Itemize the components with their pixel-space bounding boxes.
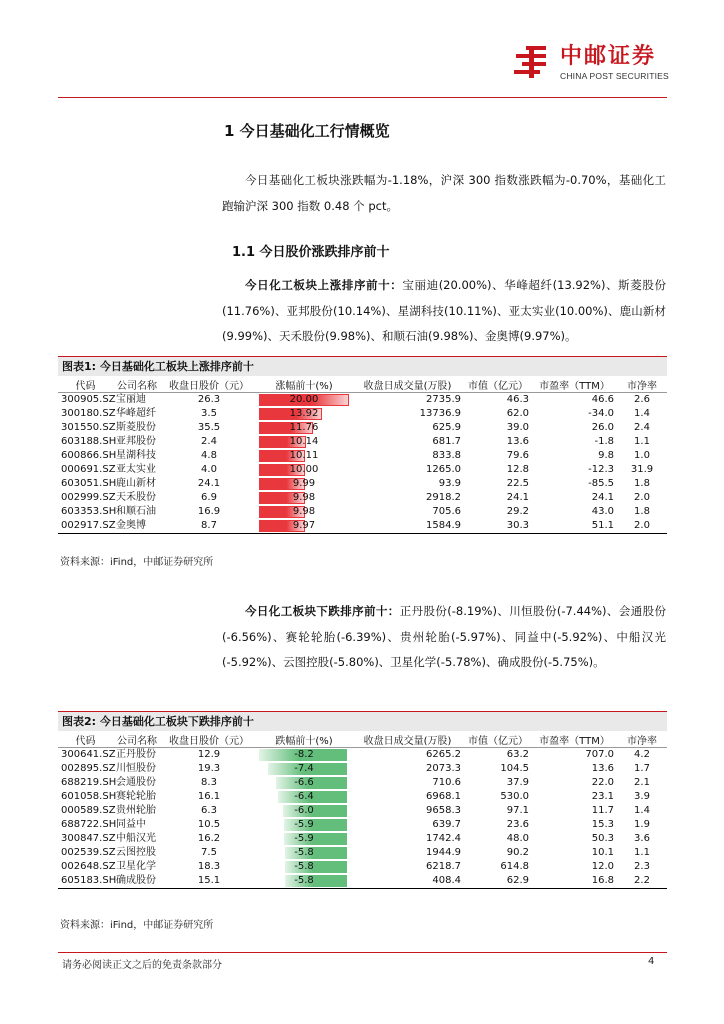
stock-code: 002999.SZ — [61, 492, 116, 503]
table-header-row — [58, 732, 667, 748]
table-row — [58, 435, 667, 449]
section-summary: 今日基础化工板块涨跌幅为-1.18%，沪深 300 指数涨跌幅为-0.70%，基础化工跑输沪深 300 指数 0.48 个 pct。 — [222, 173, 666, 213]
change-value: -5.9 — [294, 819, 314, 830]
company-name: 金奥博 — [113, 519, 161, 534]
pe-ttm: 13.6 — [591, 763, 614, 774]
table-row — [58, 449, 667, 463]
column-header: 收盘日成交量(万股) — [351, 732, 464, 748]
volume: 639.7 — [432, 819, 461, 830]
market-cap: 530.0 — [500, 791, 529, 802]
company-name: 确成股份 — [113, 874, 161, 889]
column-header: 涨幅前十(%) — [257, 377, 351, 393]
header-rule — [58, 97, 667, 98]
close-price: 18.3 — [197, 861, 221, 872]
pe-ttm: 10.1 — [591, 847, 614, 858]
change-bar-cell — [257, 790, 351, 804]
market-cap: 90.2 — [506, 847, 529, 858]
column-header: 收盘日股价（元） — [161, 377, 257, 393]
change-value: -6.0 — [294, 805, 314, 816]
change-value: 9.97 — [292, 520, 316, 531]
market-cap: 23.6 — [506, 819, 529, 830]
table-row — [58, 762, 667, 776]
change-value: -6.4 — [294, 791, 314, 802]
pe-ttm: 50.3 — [591, 833, 614, 844]
stock-code: 002917.SZ — [58, 519, 113, 534]
volume: 6265.2 — [426, 749, 461, 760]
change-bar-cell — [257, 860, 351, 874]
pb: 31.9 — [630, 464, 654, 475]
gainers-table — [58, 377, 667, 534]
losers-paragraph — [222, 599, 666, 676]
stock-code: 300641.SZ — [61, 749, 116, 760]
market-cap: 97.1 — [506, 805, 529, 816]
volume: 6968.1 — [426, 791, 461, 802]
change-bar-cell — [257, 762, 351, 776]
volume: 2073.3 — [426, 763, 461, 774]
change-bar-cell — [257, 393, 351, 408]
stock-code: 688219.SH — [61, 777, 117, 788]
footer-disclaimer: 请务必阅读正文之后的免责条款部分 — [62, 960, 222, 971]
close-price: 3.5 — [201, 408, 217, 419]
market-cap: 13.6 — [506, 436, 529, 447]
change-bar-cell — [257, 818, 351, 832]
change-value: -6.6 — [294, 777, 314, 788]
market-cap: 37.9 — [506, 777, 529, 788]
company-name: 亚邦股份 — [116, 436, 156, 447]
company-name: 川恒股份 — [116, 763, 156, 774]
table-row — [58, 748, 667, 763]
pb: 1.9 — [634, 819, 650, 830]
stock-code: 301550.SZ — [61, 422, 116, 433]
volume: 1944.9 — [426, 847, 461, 858]
subsection-title: 1.1 今日股价涨跌排序前十 — [232, 245, 390, 260]
company-name: 云图控股 — [116, 847, 156, 858]
pe-ttm: 23.1 — [591, 791, 614, 802]
change-value: 9.98 — [292, 492, 316, 503]
company-logo — [512, 44, 672, 84]
gainers-lead: 今日化工板块上涨排序前十： — [245, 278, 403, 292]
column-header: 收盘日成交量(万股) — [351, 377, 464, 393]
pb: 1.8 — [634, 478, 650, 489]
change-value: -5.8 — [294, 861, 314, 872]
change-value: -5.9 — [294, 833, 314, 844]
change-bar-cell — [257, 874, 351, 889]
volume: 681.7 — [432, 436, 461, 447]
close-price: 7.5 — [201, 847, 217, 858]
column-header: 市净率 — [617, 377, 667, 393]
table-row — [58, 505, 667, 519]
volume: 1584.9 — [351, 519, 464, 534]
table-header-row — [58, 377, 667, 393]
stock-code: 300180.SZ — [61, 408, 116, 419]
company-name: 天禾股份 — [116, 492, 156, 503]
close-price: 15.1 — [161, 874, 257, 889]
market-cap: 79.6 — [506, 450, 529, 461]
column-header: 收盘日股价（元） — [161, 732, 257, 748]
market-cap: 24.1 — [506, 492, 529, 503]
column-header: 市盈率（TTM） — [532, 377, 617, 393]
pb: 2.6 — [634, 394, 650, 405]
stock-code: 000589.SZ — [61, 805, 116, 816]
change-bar-cell — [257, 804, 351, 818]
table2-source: 资料来源：iFind，中邮证券研究所 — [60, 920, 214, 931]
table-row — [58, 776, 667, 790]
table-row — [58, 804, 667, 818]
column-header: 公司名称 — [113, 732, 161, 748]
pe-ttm: 43.0 — [591, 506, 614, 517]
pe-ttm: 707.0 — [585, 749, 614, 760]
pe-ttm: 11.7 — [591, 805, 614, 816]
change-value: -8.2 — [294, 749, 314, 760]
pe-ttm: 9.8 — [598, 450, 614, 461]
gainers-body: 宝丽迪(20.00%)、华峰超纤(13.92%)、斯菱股份(11.76%)、亚邦股份(10.14%)、星湖科技(10.11%)、亚太实业(10.00%)、鹿山新材(9.99%)、天禾股份(9.98%)、和顺石油(9.98%)、金奥博(9.97%)。 — [222, 278, 666, 343]
company-name: 和顺石油 — [116, 506, 156, 517]
table-row — [58, 874, 667, 889]
change-bar-cell — [257, 505, 351, 519]
table-row — [58, 832, 667, 846]
change-bar-cell — [257, 519, 351, 534]
pe-ttm: 12.0 — [591, 861, 614, 872]
gainers-paragraph — [222, 273, 666, 350]
table-row — [58, 818, 667, 832]
close-price: 2.4 — [201, 436, 217, 447]
market-cap: 12.8 — [506, 464, 529, 475]
column-header: 市盈率（TTM） — [532, 732, 617, 748]
close-price: 6.9 — [201, 492, 217, 503]
market-cap: 614.8 — [500, 861, 529, 872]
volume: 408.4 — [351, 874, 464, 889]
company-name: 鹿山新材 — [116, 478, 156, 489]
market-cap: 39.0 — [506, 422, 529, 433]
company-name: 华峰超纤 — [116, 408, 156, 419]
section-title: 1 今日基础化工行情概览 — [224, 122, 390, 140]
stock-code: 600866.SH — [61, 450, 117, 461]
change-bar-cell — [257, 435, 351, 449]
table-row — [58, 421, 667, 435]
change-value: -7.4 — [294, 763, 314, 774]
column-header: 跌幅前十(%) — [257, 732, 351, 748]
pe-ttm: -12.3 — [588, 464, 614, 475]
change-bar-cell — [257, 421, 351, 435]
pb: 2.3 — [634, 861, 650, 872]
logo-cn: 中邮证券 — [560, 44, 657, 69]
losers-lead: 今日化工板块下跌排序前十： — [245, 604, 400, 618]
pb: 1.1 — [634, 436, 650, 447]
company-name: 会通股份 — [116, 777, 156, 788]
pb: 2.4 — [634, 422, 650, 433]
stock-code: 601058.SH — [61, 791, 117, 802]
volume: 13736.9 — [419, 408, 461, 419]
market-cap: 46.3 — [506, 394, 529, 405]
pb: 4.2 — [634, 749, 650, 760]
company-name: 亚太实业 — [116, 464, 156, 475]
column-header: 代码 — [58, 732, 113, 748]
stock-code: 002648.SZ — [61, 861, 116, 872]
close-price: 8.3 — [201, 777, 217, 788]
change-bar-cell — [257, 407, 351, 421]
pe-ttm: -1.8 — [594, 436, 614, 447]
close-price: 19.3 — [197, 763, 221, 774]
close-price: 16.9 — [197, 506, 221, 517]
change-bar-cell — [257, 449, 351, 463]
stock-code: 002895.SZ — [61, 763, 116, 774]
close-price: 16.1 — [197, 791, 221, 802]
stock-code: 603188.SH — [61, 436, 117, 447]
stock-code: 688722.SH — [61, 819, 117, 830]
company-name: 贵州轮胎 — [116, 805, 156, 816]
market-cap: 62.0 — [506, 408, 529, 419]
pb: 2.0 — [617, 519, 667, 534]
page-number: 4 — [648, 956, 655, 967]
table-row — [58, 463, 667, 477]
close-price: 6.3 — [201, 805, 217, 816]
pe-ttm: 22.0 — [591, 777, 614, 788]
pb: 1.4 — [634, 805, 650, 816]
company-name: 宝丽迪 — [116, 394, 146, 405]
change-value: 13.92 — [289, 408, 319, 419]
volume: 1742.4 — [426, 833, 461, 844]
table2-caption: 图表2: 今日基础化工板块下跌排序前十 — [58, 711, 667, 731]
company-name: 同益中 — [116, 819, 146, 830]
pe-ttm: 15.3 — [591, 819, 614, 830]
change-bar-cell — [257, 491, 351, 505]
table-row — [58, 846, 667, 860]
change-value: 10.00 — [289, 464, 319, 475]
change-value: 20.00 — [289, 394, 319, 405]
pb: 2.1 — [634, 777, 650, 788]
table-row — [58, 491, 667, 505]
pb: 2.0 — [634, 492, 650, 503]
stock-code: 300905.SZ — [61, 394, 116, 405]
table-row — [58, 519, 667, 534]
company-name: 赛轮轮胎 — [116, 791, 156, 802]
market-cap: 63.2 — [506, 749, 529, 760]
change-bar-cell — [257, 477, 351, 491]
change-value: 10.14 — [289, 436, 319, 447]
table1-caption: 图表1: 今日基础化工板块上涨排序前十 — [58, 356, 667, 376]
volume: 625.9 — [432, 422, 461, 433]
market-cap: 29.2 — [506, 506, 529, 517]
pe-ttm: -85.5 — [588, 478, 614, 489]
stock-code: 605183.SH — [58, 874, 113, 889]
volume: 710.6 — [432, 777, 461, 788]
china-post-logo-icon — [512, 44, 552, 80]
volume: 833.8 — [432, 450, 461, 461]
market-cap: 48.0 — [506, 833, 529, 844]
pb: 1.4 — [634, 408, 650, 419]
change-value: -5.8 — [294, 847, 314, 858]
company-name: 卫星化学 — [116, 861, 156, 872]
losers-table — [58, 732, 667, 889]
pb: 3.9 — [634, 791, 650, 802]
table-row — [58, 477, 667, 491]
table-row — [58, 393, 667, 408]
footer-rule — [58, 952, 667, 953]
change-bar-cell — [257, 832, 351, 846]
pb: 3.6 — [634, 833, 650, 844]
stock-code: 002539.SZ — [61, 847, 116, 858]
change-bar-cell — [257, 846, 351, 860]
close-price: 26.3 — [197, 394, 221, 405]
market-cap: 22.5 — [506, 478, 529, 489]
close-price: 8.7 — [161, 519, 257, 534]
change-bar-cell — [257, 748, 351, 763]
volume: 9658.3 — [426, 805, 461, 816]
change-value: 11.76 — [289, 422, 319, 433]
column-header: 市值（亿元） — [464, 732, 532, 748]
close-price: 24.1 — [197, 478, 221, 489]
change-value: -5.8 — [294, 875, 314, 886]
company-name: 中船汉光 — [116, 833, 156, 844]
close-price: 16.2 — [197, 833, 221, 844]
column-header: 市净率 — [617, 732, 667, 748]
pb: 1.7 — [634, 763, 650, 774]
close-price: 4.0 — [201, 464, 217, 475]
volume: 705.6 — [432, 506, 461, 517]
stock-code: 603353.SH — [61, 506, 117, 517]
losers-body: 正丹股份(-8.19%)、川恒股份(-7.44%)、会通股份(-6.56%)、赛轮轮胎(-6.39%)、贵州轮胎(-5.97%)、同益中(-5.92%)、中船汉光(-5.92%)、云图控股(-5.80%)、卫星化学(-5.78%)、确成股份(-5.75%)。 — [222, 604, 667, 669]
stock-code: 603051.SH — [61, 478, 117, 489]
close-price: 12.9 — [197, 749, 221, 760]
pb: 1.8 — [634, 506, 650, 517]
volume: 2735.9 — [426, 394, 461, 405]
change-value: 9.98 — [292, 506, 316, 517]
pb: 1.1 — [634, 847, 650, 858]
column-header: 公司名称 — [113, 377, 161, 393]
change-bar-cell — [257, 776, 351, 790]
column-header: 市值（亿元） — [464, 377, 532, 393]
market-cap: 30.3 — [464, 519, 532, 534]
market-cap: 104.5 — [500, 763, 529, 774]
pe-ttm: 26.0 — [591, 422, 614, 433]
table-row — [58, 407, 667, 421]
volume: 1265.0 — [426, 464, 461, 475]
company-name: 星湖科技 — [116, 450, 156, 461]
pe-ttm: 24.1 — [591, 492, 614, 503]
change-value: 9.99 — [292, 478, 316, 489]
volume: 6218.7 — [426, 861, 461, 872]
pb: 1.0 — [634, 450, 650, 461]
pb: 2.2 — [617, 874, 667, 889]
pe-ttm: -34.0 — [588, 408, 614, 419]
table1-source: 资料来源：iFind，中邮证券研究所 — [60, 557, 214, 568]
pe-ttm: 51.1 — [532, 519, 617, 534]
stock-code: 300847.SZ — [61, 833, 116, 844]
company-name: 斯菱股份 — [116, 422, 156, 433]
pe-ttm: 16.8 — [532, 874, 617, 889]
logo-en: CHINA POST SECURITIES — [560, 71, 669, 81]
company-name: 正丹股份 — [116, 749, 156, 760]
volume: 2918.2 — [426, 492, 461, 503]
change-value: 10.11 — [289, 450, 319, 461]
table-row — [58, 790, 667, 804]
stock-code: 000691.SZ — [61, 464, 116, 475]
close-price: 10.5 — [197, 819, 221, 830]
market-cap: 62.9 — [464, 874, 532, 889]
volume: 93.9 — [438, 478, 461, 489]
pe-ttm: 46.6 — [591, 394, 614, 405]
change-bar-cell — [257, 463, 351, 477]
close-price: 35.5 — [197, 422, 221, 433]
close-price: 4.8 — [201, 450, 217, 461]
table-row — [58, 860, 667, 874]
column-header: 代码 — [58, 377, 113, 393]
